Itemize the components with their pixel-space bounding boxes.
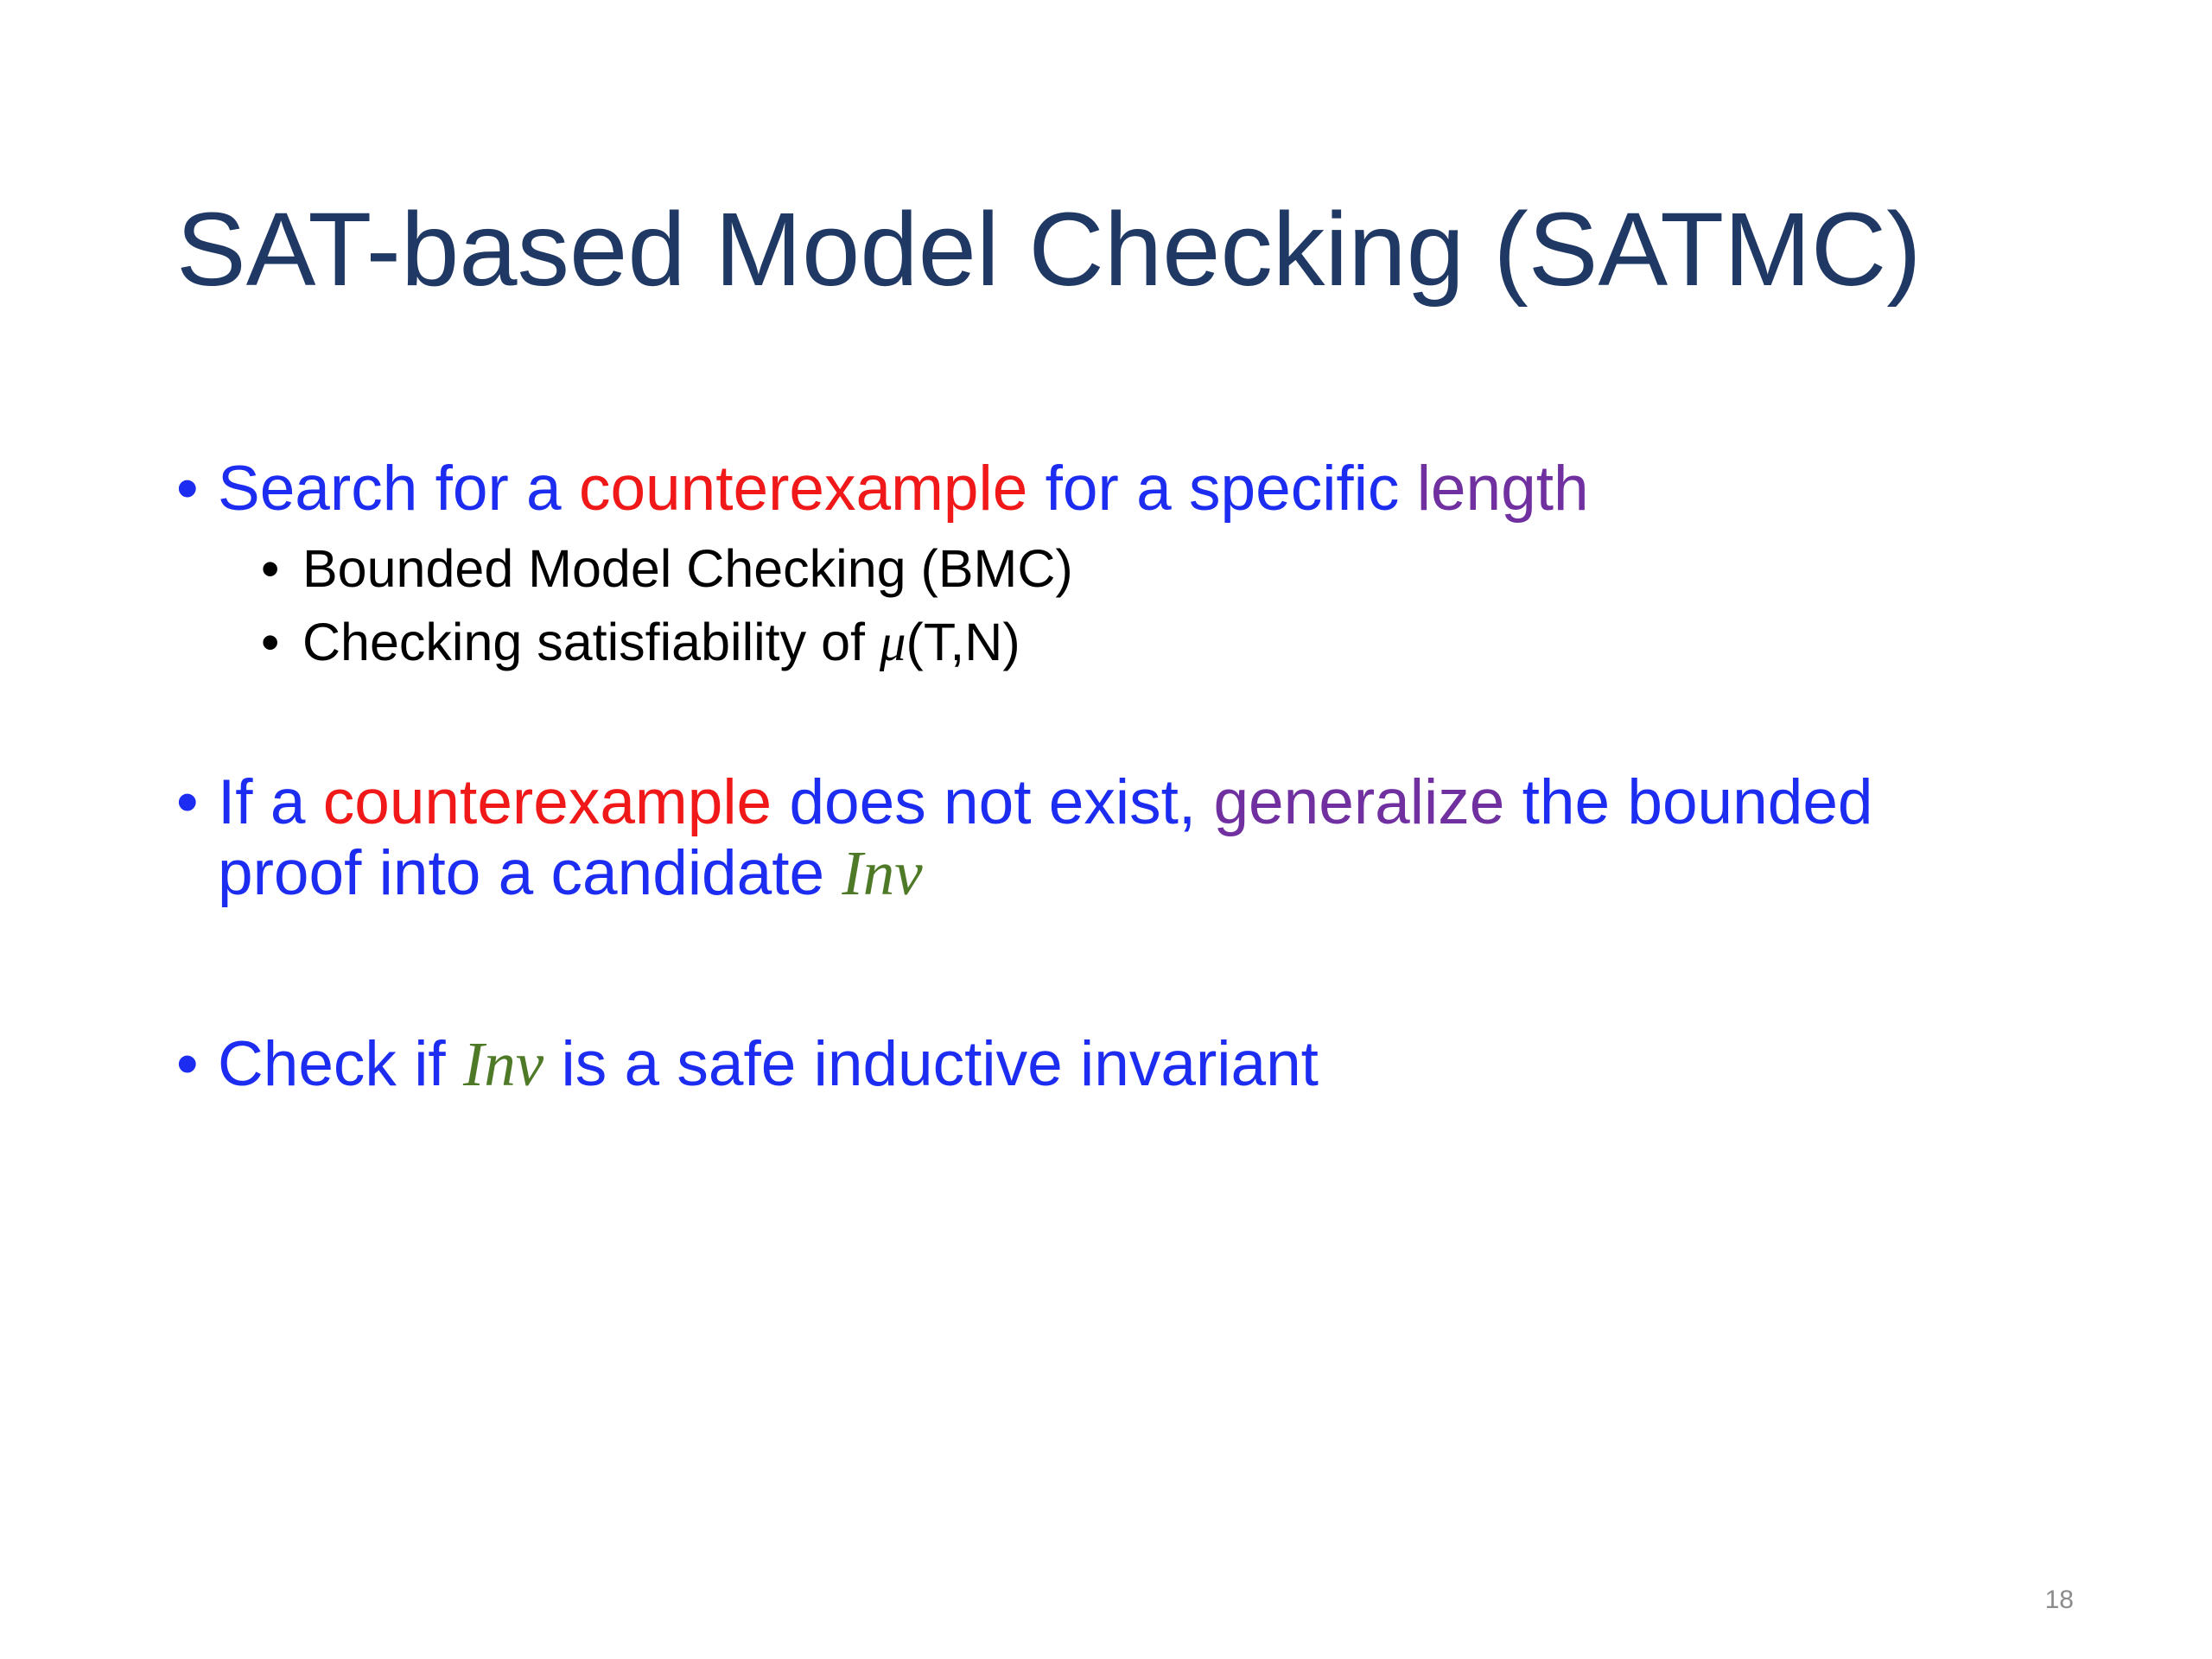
bullet-glyph: • bbox=[261, 539, 280, 598]
sub-bullet-bmc bbox=[261, 538, 1073, 599]
page-number: 18 bbox=[2044, 1586, 2074, 1614]
bullet-item-2 bbox=[176, 767, 1991, 909]
bullet-glyph: • bbox=[176, 454, 199, 524]
sub-bullet-text: Bounded Model Checking (BMC) bbox=[302, 539, 1073, 598]
bullet-glyph: • bbox=[176, 767, 199, 837]
emphasis-counterexample: counterexample bbox=[322, 767, 772, 837]
text-run: Search for a bbox=[218, 454, 579, 524]
text-run: is a safe inductive invariant bbox=[543, 1029, 1319, 1099]
text-run: the bounded proof into a candidate bbox=[218, 767, 1873, 908]
sub-bullet-satisfiability bbox=[261, 612, 1020, 674]
bullet-text bbox=[176, 454, 1991, 524]
math-inv: Inv bbox=[462, 1029, 544, 1099]
bullet-text bbox=[176, 767, 1991, 909]
bullet-item-3 bbox=[176, 1029, 1991, 1100]
text-run: Checking satisfiability of bbox=[302, 613, 880, 671]
sub-bullet-text bbox=[261, 612, 1020, 674]
bullet-glyph: • bbox=[176, 1029, 199, 1099]
text-run: does not exist, bbox=[772, 767, 1214, 837]
emphasis-length: length bbox=[1416, 454, 1589, 524]
text-run: If a bbox=[218, 767, 323, 837]
bullet-text bbox=[176, 1029, 1991, 1100]
slide-title: SAT-based Model Checking (SATMC) bbox=[176, 190, 1922, 308]
mu-symbol: μ bbox=[879, 614, 906, 672]
text-run: Check if bbox=[218, 1029, 463, 1099]
emphasis-counterexample: counterexample bbox=[578, 454, 1028, 524]
text-run: for a specific bbox=[1027, 454, 1417, 524]
bullet-item-1 bbox=[176, 454, 1991, 524]
bullet-glyph: • bbox=[261, 613, 280, 671]
emphasis-generalize: generalize bbox=[1213, 767, 1505, 837]
math-inv: Inv bbox=[842, 838, 923, 908]
text-run: (T,N) bbox=[906, 613, 1020, 671]
